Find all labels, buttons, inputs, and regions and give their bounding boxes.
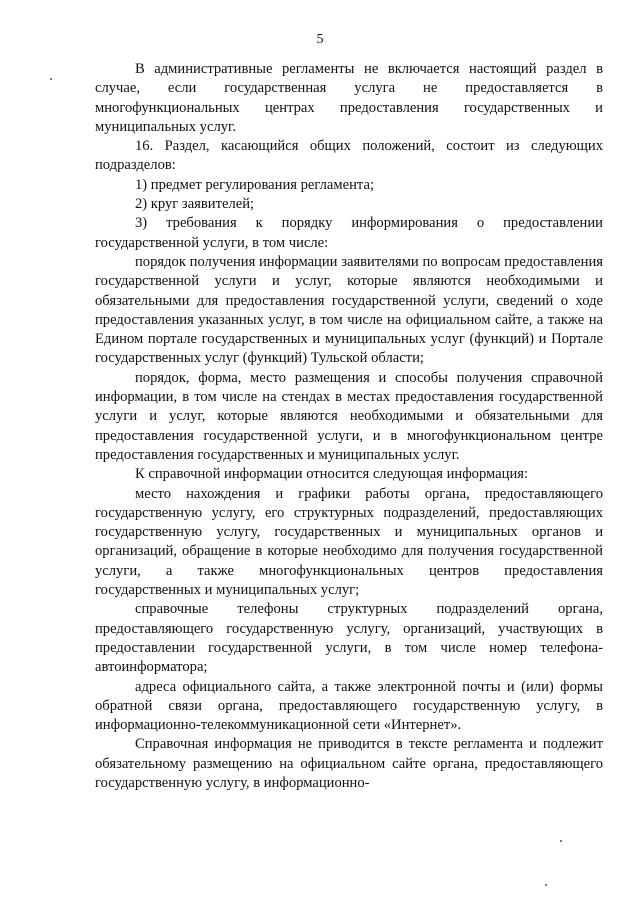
paragraph-section-16: 16. Раздел, касающийся общих положений, состоит из следующих подразделов: xyxy=(95,138,603,174)
paragraph-reference-info-procedure: порядок, форма, место размещения и способы получения справочной информации, в том числе на стендах в местах предоставления государственной услуги и услуг, которые являются необходимыми и обязательными для предоставления государственной услуги, и в многофункциональном центре предоставления государственных и муниципальных услуг. xyxy=(95,369,603,463)
scan-speck xyxy=(560,840,562,842)
list-item-applicants: 2) круг заявителей; xyxy=(135,196,255,213)
scan-speck xyxy=(50,78,52,80)
page-number: 5 xyxy=(316,32,324,47)
document-body xyxy=(95,60,603,793)
paragraph-mfc-exclusion: В административные регламенты не включается настоящий раздел в случае, если государственная услуга не предоставляется в многофункциональных центрах предоставления государственных и муниципальных услуг. xyxy=(95,61,603,135)
list-item-subject: 1) предмет регулирования регламента; xyxy=(135,176,375,193)
paragraph-location-schedule: место нахождения и графики работы органа, предоставляющего государственную услугу, его структурных подразделений, предоставляющих государственную услугу, государственных и муниципальных органов и организаций, обращение в которые необходимо для получения государственной услуги, а также многофункциональных центров предоставления государственных и муниципальных услуг; xyxy=(95,485,603,599)
scan-speck xyxy=(545,884,547,886)
paragraph-phones: справочные телефоны структурных подразделений органа, предоставляющего государственную услугу, организаций, участвующих в предоставлении государственной услуги, в том числе номер телефона-автоинформатора; xyxy=(95,601,603,676)
paragraph-reference-info-intro: К справочной информации относится следующая информация: xyxy=(135,466,529,483)
paragraph-information-procedure: порядок получения информации заявителями по вопросам предоставления государственной услуги и услуг, которые являются необходимыми и обязательными для предоставления государственной услуги, сведений о ходе предоставления указанных услуг, в том числе на официальном сайте, а также на Едином портале государственных и муниципальных услуг (функций) и Портале государственных услуг (функций) Тульской области; xyxy=(95,253,603,367)
paragraph-website-addresses: адреса официального сайта, а также электронной почты и (или) формы обратной связи органа, предоставляющего государственную услугу, в информационно-телекоммуникационной сети «Интернет». xyxy=(95,678,603,734)
list-item-informing-requirements: 3) требования к порядку информирования о предоставлении государственной услуги, в том числе: xyxy=(95,215,603,251)
paragraph-reference-placement: Справочная информация не приводится в тексте регламента и подлежит обязательному размещению на официальном сайте органа, предоставляющего государственную услугу, в информационно- xyxy=(95,736,603,791)
